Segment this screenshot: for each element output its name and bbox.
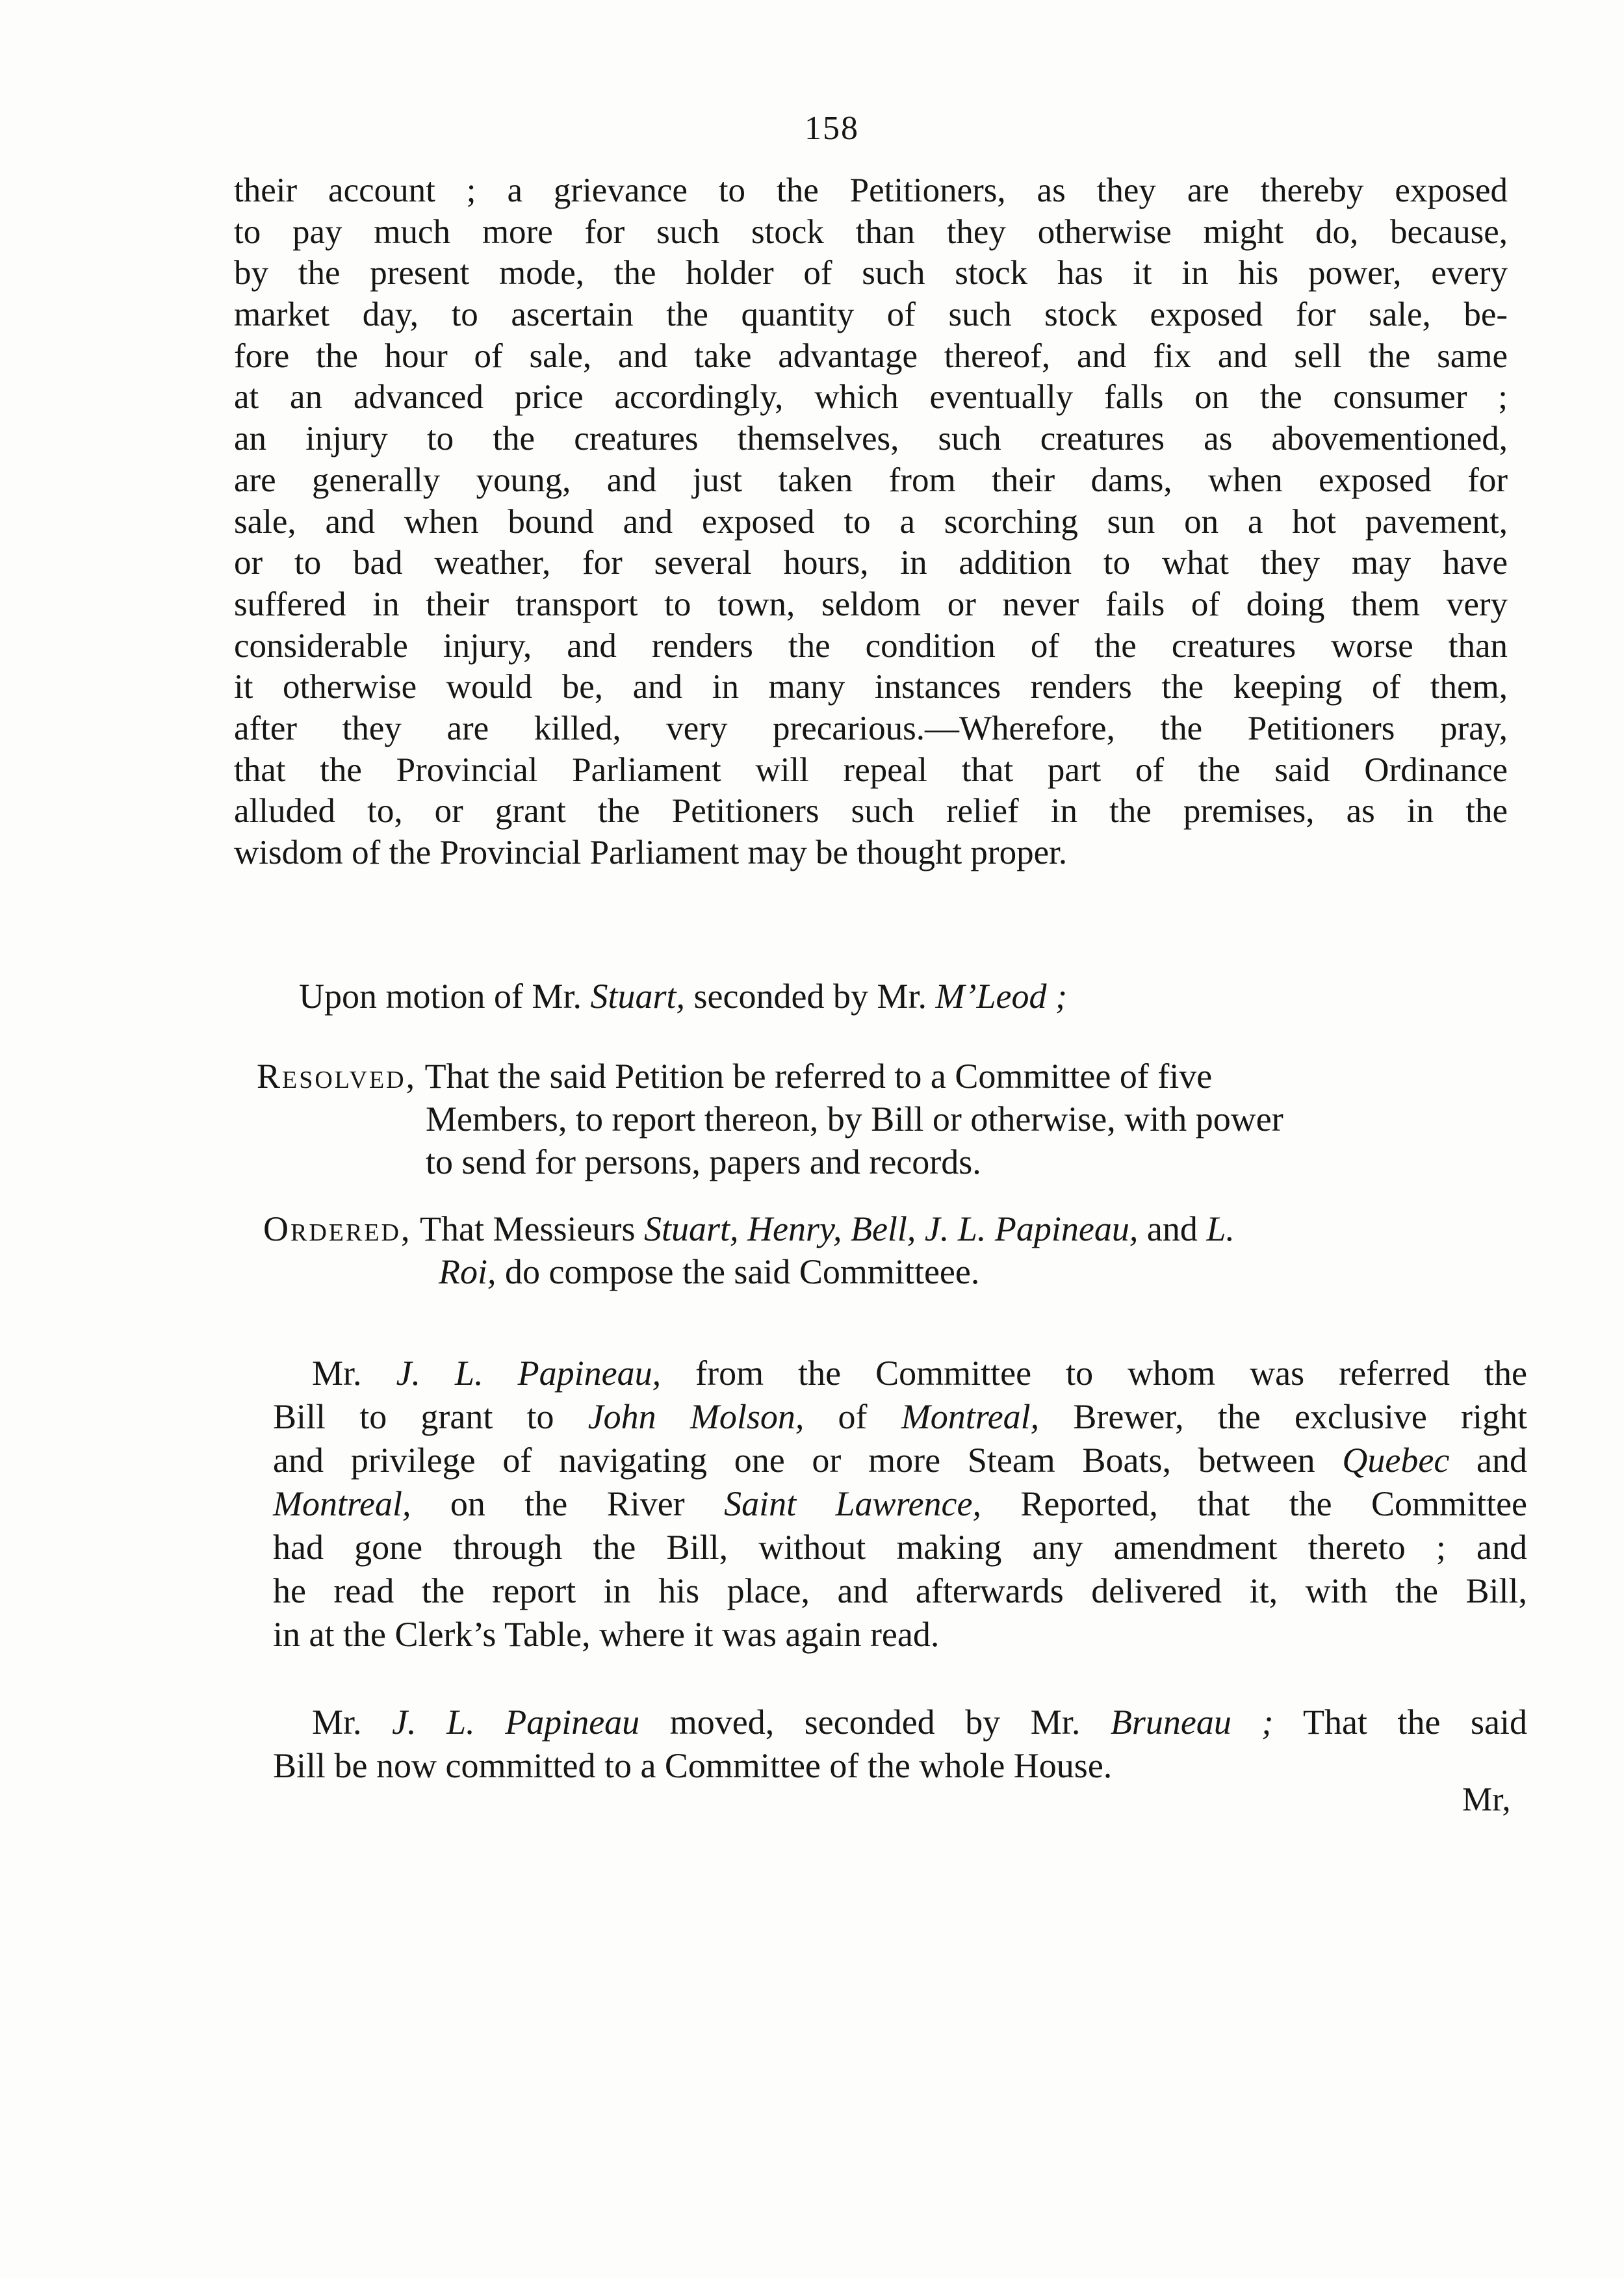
final-motion-name: J. L. Papineau (392, 1703, 640, 1742)
resolved-label: Resolved, (257, 1057, 417, 1096)
ordered-text-b: and (1146, 1209, 1198, 1248)
report-name: J. L. Papineau, (396, 1354, 662, 1393)
ordered-name-roi: Roi, (439, 1252, 496, 1291)
petition-line: sale, and when bound and exposed to a scorching sun on a hot pavement, (234, 502, 1508, 541)
ordered-text-a: That Messieurs (420, 1209, 636, 1248)
petition-line: to pay much more for such stock than they otherwise might do, because, (234, 212, 1508, 251)
report-name: John Molson, (587, 1397, 805, 1436)
petition-line: alluded to, or grant the Petitioners such relief in the premises, as in the (234, 792, 1508, 830)
petition-line: it otherwise would be, and in many instances renders the keeping of them, (234, 668, 1508, 706)
motion-seconder: M’Leod ; (935, 977, 1067, 1016)
petition-line: wisdom of the Provincial Parliament may be thought proper. (234, 834, 1068, 871)
petition-line: suffered in their transport to town, seldom or never fails of doing them very (234, 585, 1508, 623)
report-place: Quebec (1342, 1441, 1450, 1480)
ordered-name-l: L. (1206, 1209, 1235, 1248)
report-text: and privilege of navigating one or more Steam Boats, between (273, 1441, 1315, 1480)
report-text: Reported, that the Committee (1020, 1484, 1528, 1523)
report-text: of (838, 1397, 868, 1436)
resolved-line-2: Members, to report thereon, by Bill or otherwise, with power (426, 1100, 1283, 1139)
ordered-entry (263, 1207, 1537, 1293)
report-text: and (1476, 1441, 1528, 1480)
petition-line: considerable injury, and renders the condition of the creatures worse than (234, 626, 1508, 665)
motion-line (299, 976, 1067, 1016)
report-line: in at the Clerk’s Table, where it was again read. (273, 1615, 940, 1654)
final-motion-text: Mr. (312, 1703, 362, 1742)
petition-line: their account ; a grievance to the Petitioners, as they are thereby exposed (234, 172, 1508, 209)
final-motion-paragraph (273, 1701, 1527, 1788)
catchword: Mr, (1462, 1781, 1511, 1818)
final-motion-text: That the said (1302, 1703, 1528, 1742)
resolved-line-1: That the said Petition be referred to a Committee of five (424, 1057, 1213, 1096)
final-motion-line: Bill be now committed to a Committee of the whole House. (273, 1746, 1113, 1785)
motion-mover: Stuart, (590, 977, 686, 1016)
report-text: Mr. (312, 1354, 362, 1393)
ordered-names: Stuart, Henry, Bell, J. L. Papineau, (643, 1209, 1139, 1248)
report-text: on the River (450, 1484, 685, 1523)
final-motion-text: moved, seconded by Mr. (669, 1703, 1081, 1742)
final-motion-seconder: Bruneau ; (1110, 1703, 1274, 1742)
report-paragraph (273, 1352, 1527, 1656)
report-line: had gone through the Bill, without making any amendment thereto ; and (273, 1528, 1527, 1567)
petition-line: are generally young, and just taken from their dams, when exposed for (234, 461, 1508, 499)
petition-line: or to bad weather, for several hours, in addition to what they may have (234, 544, 1508, 582)
petition-line: market day, to ascertain the quantity of such stock exposed for sale, be- (234, 296, 1508, 334)
resolved-entry (257, 1055, 1530, 1183)
petition-line: fore the hour of sale, and take advantage thereof, and fix and sell the same (234, 337, 1508, 375)
petition-line: that the Provincial Parliament will repeal that part of the said Ordinance (234, 751, 1508, 789)
report-text: from the Committee to whom was referred the (695, 1354, 1527, 1393)
report-text: Brewer, the exclusive right (1073, 1397, 1528, 1436)
ordered-label: Ordered, (263, 1209, 412, 1248)
report-river: Saint Lawrence, (724, 1484, 981, 1523)
report-place: Montreal, (901, 1397, 1040, 1436)
report-place: Montreal, (273, 1484, 411, 1523)
ordered-text-c: do compose the said Committeee. (505, 1252, 980, 1291)
report-text: Bill to grant to (273, 1397, 554, 1436)
petition-line: at an advanced price accordingly, which eventually falls on the consumer ; (234, 378, 1508, 417)
petition-line: by the present mode, the holder of such stock has it in his power, every (234, 254, 1508, 292)
page-number: 158 (805, 110, 859, 147)
petition-line: after they are killed, very precarious.—Wherefore, the Petitioners pray, (234, 709, 1508, 747)
motion-seconded-by: seconded by Mr. (693, 977, 927, 1016)
resolved-line-3: to send for persons, papers and records. (426, 1142, 981, 1181)
motion-prefix: Upon motion of Mr. (299, 977, 582, 1016)
petition-paragraph (234, 170, 1508, 874)
report-line: he read the report in his place, and afterwards delivered it, with the Bill, (273, 1571, 1527, 1610)
petition-line: an injury to the creatures themselves, such creatures as abovementioned, (234, 420, 1508, 458)
